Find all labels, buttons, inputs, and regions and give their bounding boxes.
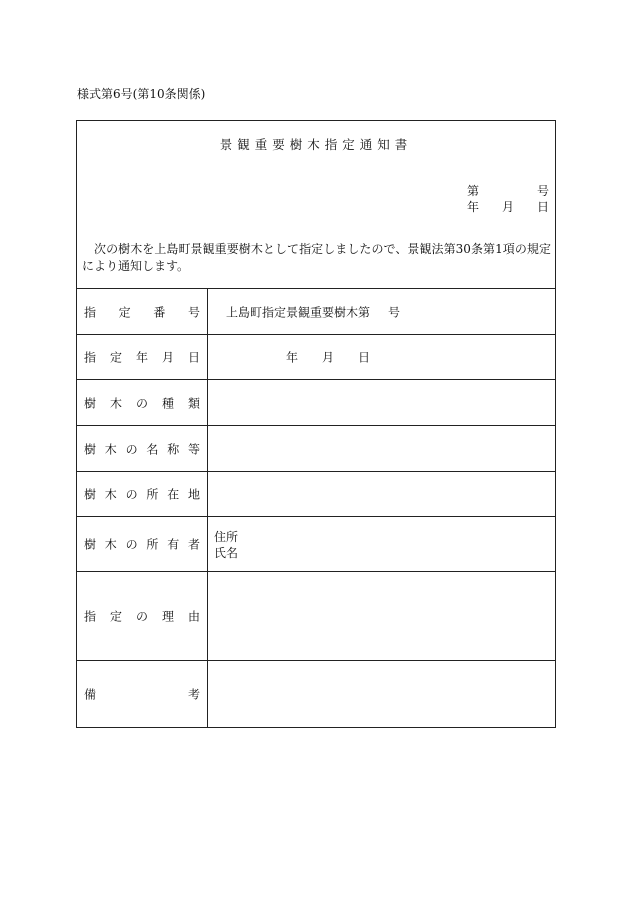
form-number-label: 様式第6号(第10条関係)	[77, 87, 206, 101]
label-char: 樹	[84, 442, 97, 456]
label-cell	[77, 572, 208, 660]
label-char: 備	[84, 687, 97, 702]
label-char: 木	[104, 537, 117, 552]
value-tree-location[interactable]	[208, 472, 555, 516]
label-cell	[77, 335, 208, 379]
row-tree-species	[77, 380, 555, 426]
label-char: の	[125, 442, 138, 456]
label-char: 号	[187, 305, 200, 319]
date-year: 年	[467, 200, 480, 214]
number-suffix: 号	[536, 184, 549, 198]
label-char: 定	[109, 609, 122, 624]
notification-form	[76, 120, 556, 728]
value-remarks[interactable]	[208, 661, 555, 727]
label-tree-owner	[84, 536, 200, 553]
label-char: 地	[187, 487, 200, 502]
label-char: 定	[109, 350, 122, 365]
label-cell	[77, 380, 208, 425]
designation-number-suffix: 号	[388, 305, 401, 319]
label-cell	[77, 517, 208, 571]
label-char: 理	[161, 609, 174, 624]
label-char: 木	[104, 442, 117, 456]
label-cell	[77, 289, 208, 334]
row-designation-date	[77, 335, 555, 380]
owner-name-label: 氏名	[214, 546, 239, 560]
value-designation-date[interactable]	[208, 335, 555, 379]
label-char: 樹	[84, 396, 97, 410]
label-char: 月	[161, 350, 174, 365]
owner-address-label: 住所	[214, 530, 239, 544]
label-char: 者	[187, 537, 200, 552]
designation-number-text	[226, 303, 400, 320]
label-char: の	[135, 609, 148, 624]
row-tree-owner	[77, 517, 555, 572]
label-char: 等	[187, 442, 200, 456]
label-designation-number	[84, 303, 200, 320]
label-char: 年	[135, 350, 148, 365]
row-tree-name	[77, 426, 555, 472]
label-char: 木	[104, 487, 117, 502]
label-char: 考	[187, 687, 200, 702]
owner-fields	[214, 529, 238, 561]
label-tree-name	[84, 440, 200, 457]
document-number-line	[467, 182, 549, 199]
notice-text: 次の樹木を上島町景観重要樹木として指定しましたので、景観法第30条第1項の規定により通知します。	[82, 242, 551, 273]
issue-date-line	[467, 198, 549, 215]
label-char: の	[135, 396, 148, 410]
label-tree-location	[84, 486, 200, 503]
label-char: 指	[84, 305, 97, 319]
value-tree-name[interactable]	[208, 426, 555, 471]
date-day: 日	[536, 200, 549, 214]
label-cell	[77, 426, 208, 471]
label-char: 木	[109, 396, 122, 410]
label-designation-date	[84, 349, 200, 366]
label-tree-species	[84, 394, 200, 411]
label-char: 在	[167, 487, 180, 502]
date-month: 月	[501, 200, 514, 214]
label-designation-reason	[84, 608, 200, 625]
row-designation-reason	[77, 572, 555, 661]
number-prefix: 第	[467, 184, 480, 198]
label-char: 日	[187, 350, 200, 365]
label-char: 称	[167, 442, 180, 456]
date-month: 月	[322, 350, 335, 365]
label-char: 指	[84, 350, 97, 365]
label-cell	[77, 472, 208, 516]
label-char: 類	[187, 396, 200, 410]
label-char: 有	[167, 537, 180, 552]
label-char: 種	[161, 396, 174, 410]
document-title: 景観重要樹木指定通知書	[219, 137, 413, 152]
label-char: 所	[146, 487, 159, 502]
label-char: 樹	[84, 537, 97, 552]
form-header	[77, 121, 555, 289]
label-char: の	[125, 487, 138, 502]
label-char: 指	[84, 609, 97, 624]
label-char: 名	[146, 442, 159, 456]
label-char: の	[125, 537, 138, 552]
label-remarks	[84, 686, 200, 703]
value-designation-reason[interactable]	[208, 572, 555, 660]
label-char: 樹	[84, 487, 97, 502]
date-year: 年	[286, 350, 299, 365]
value-tree-owner[interactable]	[208, 517, 555, 571]
value-tree-species[interactable]	[208, 380, 555, 425]
value-designation-number[interactable]	[208, 289, 555, 334]
label-char: 所	[146, 537, 159, 552]
label-char: 番	[153, 305, 166, 319]
label-char: 定	[118, 305, 131, 319]
designation-number-prefix: 上島町指定景観重要樹木第	[226, 305, 371, 319]
designation-date-text	[286, 349, 370, 366]
row-tree-location	[77, 472, 555, 517]
date-day: 日	[358, 350, 371, 365]
row-remarks	[77, 661, 555, 727]
label-cell	[77, 661, 208, 727]
row-designation-number	[77, 289, 555, 335]
label-char: 由	[187, 609, 200, 624]
